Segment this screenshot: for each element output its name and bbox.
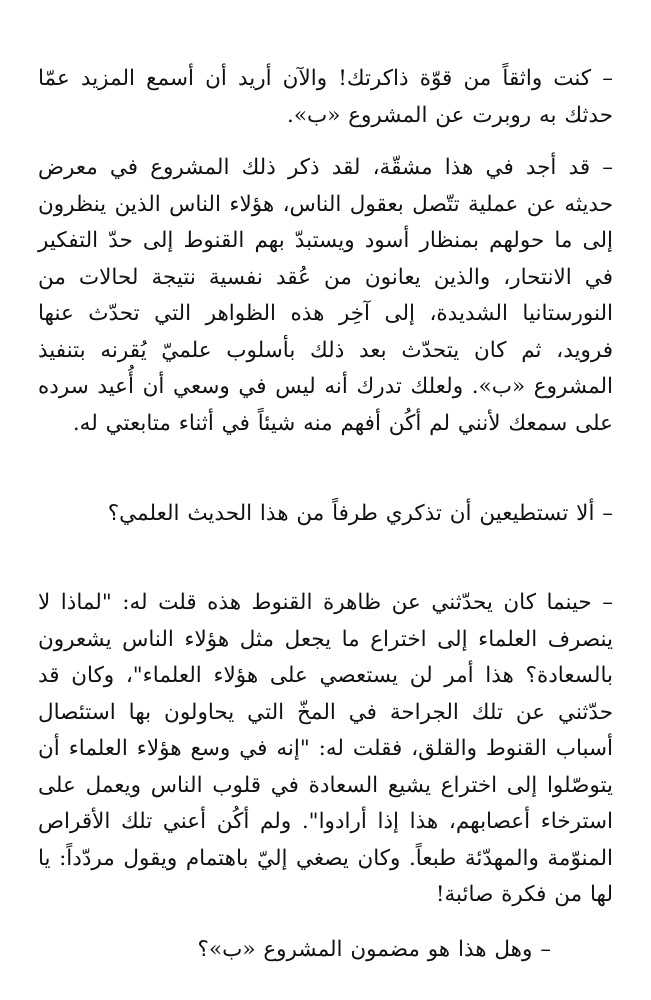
paragraph-4: – حينما كان يحدّثني عن ظاهرة القنوط هذه قلت له: "لماذا لا ينصرف العلماء إلى اختراع ما يجعل مثل هؤلاء الناس يشعرون بالسعادة؟ هذا أمر لن يستعصي على هؤلاء العلماء"، وكان قد حدّثني عن تلك الجراحة في المخّ التي يحاولون بها استئصال أسباب القنوط والقلق، فقلت له: "إنه في وسع هؤلاء العلماء أن يتوصّلوا إلى اختراع يشيع السعادة في قلوب الناس ويعمل على استرخاء أعصابهم، هذا إذا أرادوا". ولم أكُن أعني تلك الأقراص المنوّمة والمهدّئة طبعاً. وكان يصغي إليّ باهتمام ويقول مردّداً: يا لها من فكرة صائبة! [38,590,613,907]
paragraph-3: – ألا تستطيعين أن تذكري طرفاً من هذا الحديث العلمي؟ [107,501,613,526]
paragraph-1: – كنت واثقاً من قوّة ذاكرتك! والآن أريد أن أسمع المزيد عمّا حدثك به روبرت عن المشروع «ب». [38,66,613,128]
paragraph-2: – قد أجد في هذا مشقّة، لقد ذكر ذلك المشروع في معرض حديثه عن عملية تتّصل بعقول الناس، هؤلاء الناس الذين ينظرون إلى ما حولهم بمنظار أسود ويستبدّ بهم القنوط إلى حدّ التفكير في الانتحار، والذين يعانون من عُقد نفسية نتيجة لحالات من النورستانيا الشديدة، إلى آخِر هذه الظواهر التي تحدّث عنها فرويد، ثم كان يتحدّث بعد ذلك بأسلوب علميّ يُقرنه بتنفيذ المشروع «ب». ولعلك تدرك أنه ليس في وسعي أن أُعيد سرده على سمعك لأنني لم أكُن أفهم منه شيئاً في أثناء متابعتي له. [38,155,613,436]
paragraph-5: – وهل هذا هو مضمون المشروع «ب»؟ [197,937,551,962]
book-page [38,0,613,1000]
